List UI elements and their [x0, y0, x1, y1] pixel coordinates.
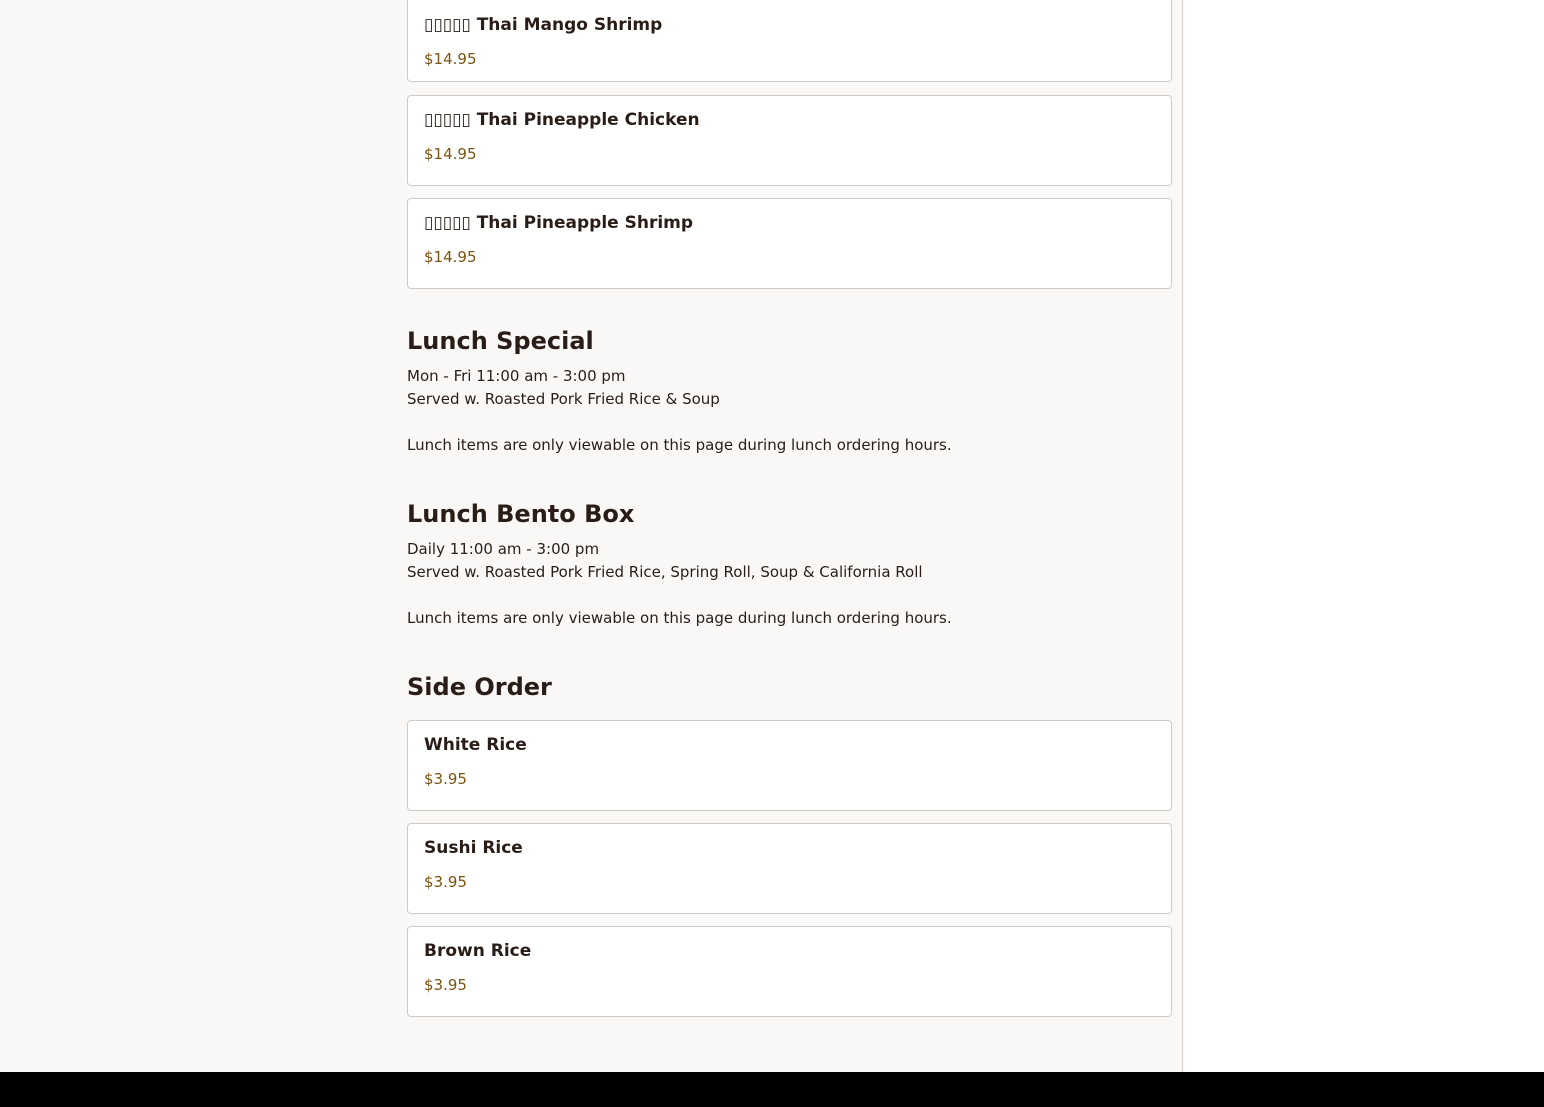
lunch-bento-hours: Daily 11:00 am - 3:00 pm	[407, 540, 600, 558]
menu-item-name: ▯▯▯▯▯ Thai Pineapple Chicken	[424, 110, 700, 130]
menu-item-name: Brown Rice	[424, 941, 532, 961]
menu-item-price: $14.95	[424, 145, 477, 163]
lunch-special-description: Served w. Roasted Pork Fried Rice & Soup	[407, 390, 720, 408]
menu-item-name: ▯▯▯▯▯ Thai Mango Shrimp	[424, 15, 663, 35]
menu-item-price: $3.95	[424, 976, 467, 994]
menu-item-name: ▯▯▯▯▯ Thai Pineapple Shrimp	[424, 213, 694, 233]
footer-bar	[0, 1072, 1544, 1107]
menu-item-name: White Rice	[424, 735, 527, 755]
menu-item-card[interactable]	[407, 926, 1172, 1017]
menu-item-card[interactable]	[407, 720, 1172, 811]
section-title-side-order: Side Order	[407, 673, 552, 701]
menu-item-price: $3.95	[424, 873, 467, 891]
menu-item-card[interactable]	[407, 198, 1172, 289]
lunch-special-hours: Mon - Fri 11:00 am - 3:00 pm	[407, 367, 626, 385]
menu-item-card[interactable]	[407, 95, 1172, 186]
lunch-bento-description: Served w. Roasted Pork Fried Rice, Spring Roll, Soup & California Roll	[407, 563, 923, 581]
section-title-lunch-special: Lunch Special	[407, 327, 594, 355]
menu-item-price: $14.95	[424, 50, 477, 68]
menu-item-card[interactable]	[407, 0, 1172, 82]
section-title-lunch-bento: Lunch Bento Box	[407, 500, 635, 528]
right-pane	[1184, 0, 1544, 1072]
menu-item-card[interactable]	[407, 823, 1172, 914]
menu-item-price: $14.95	[424, 248, 477, 266]
menu-item-name: Sushi Rice	[424, 838, 523, 858]
menu-item-price: $3.95	[424, 770, 467, 788]
lunch-special-notice: Lunch items are only viewable on this page during lunch ordering hours.	[407, 436, 952, 454]
lunch-bento-notice: Lunch items are only viewable on this page during lunch ordering hours.	[407, 609, 952, 627]
